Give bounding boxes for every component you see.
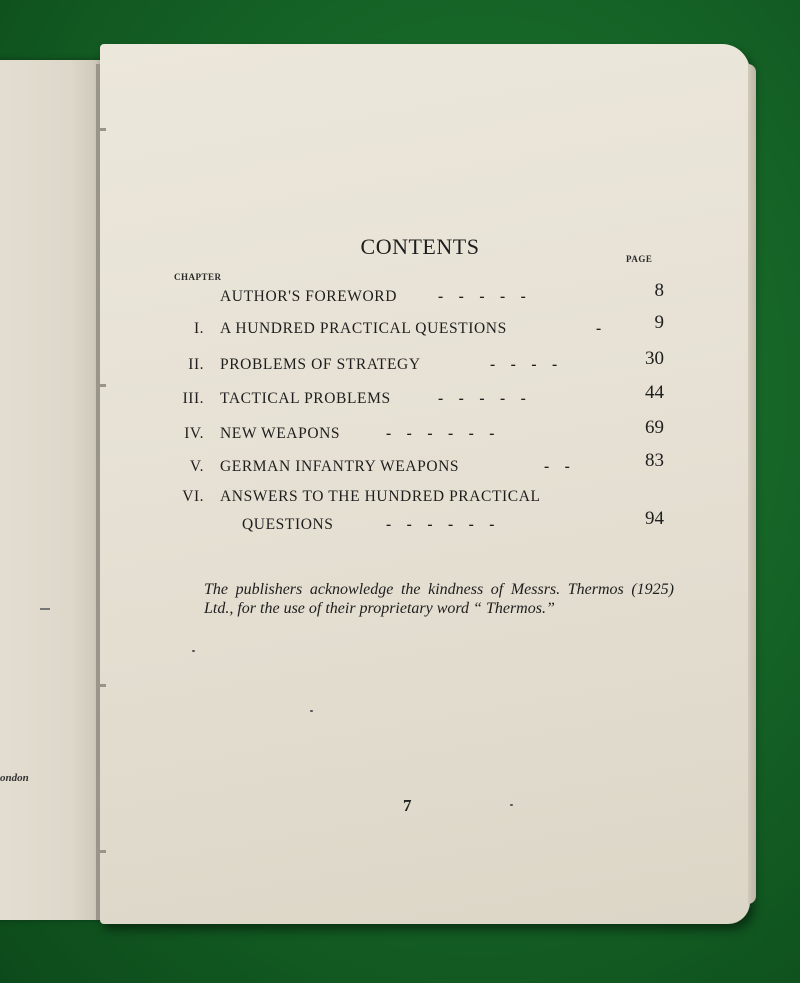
toc-entry-leader: - - - - - bbox=[438, 288, 526, 305]
toc-entry-title-line2: QUESTIONS bbox=[242, 516, 334, 533]
paper-speck bbox=[510, 804, 513, 806]
toc-entry-leader: - - - - - - bbox=[386, 425, 495, 442]
left-page bbox=[0, 60, 108, 920]
contents-page bbox=[100, 44, 750, 924]
toc-entry-page: 69 bbox=[645, 417, 664, 438]
binding-stitch bbox=[100, 384, 106, 387]
binding-stitch bbox=[100, 128, 106, 131]
page-label: PAGE bbox=[626, 254, 653, 264]
toc-entry-number: VI. bbox=[182, 488, 204, 505]
toc-entry-page: 9 bbox=[654, 312, 664, 333]
toc-entry-page: 94 bbox=[645, 508, 664, 529]
toc-entry-number: V. bbox=[189, 458, 204, 475]
left-page-fragment: ondon bbox=[0, 772, 29, 784]
toc-entry-continued bbox=[100, 508, 750, 544]
toc-entry bbox=[100, 417, 750, 453]
toc-entry bbox=[100, 312, 750, 348]
contents-title: CONTENTS bbox=[360, 234, 480, 259]
toc-entry-title: AUTHOR'S FOREWORD bbox=[220, 288, 398, 305]
toc-entry-number: III. bbox=[182, 390, 204, 407]
toc-entry-page: 83 bbox=[645, 450, 664, 471]
toc-entry-leader: - - - - - - bbox=[386, 516, 495, 533]
toc-entry-number: II. bbox=[188, 356, 204, 373]
toc-entry bbox=[100, 450, 750, 486]
toc-entry bbox=[100, 280, 750, 316]
toc-entry-page: 44 bbox=[645, 382, 664, 403]
paper-speck bbox=[310, 710, 313, 712]
toc-entry-leader: - - bbox=[544, 458, 570, 475]
toc-entry bbox=[100, 348, 750, 384]
binding-stitch bbox=[100, 850, 106, 853]
binding-stitch bbox=[100, 684, 106, 687]
toc-entry-page: 8 bbox=[654, 280, 664, 301]
chapter-label: CHAPTER bbox=[174, 272, 222, 282]
toc-entry-leader: - - - - bbox=[490, 356, 558, 373]
toc-entry-title: PROBLEMS OF STRATEGY bbox=[220, 356, 421, 373]
toc-entry-title: NEW WEAPONS bbox=[220, 425, 341, 442]
page-number: 7 bbox=[403, 796, 412, 815]
toc-entry-leader: - - - - - bbox=[438, 390, 526, 407]
paper-speck bbox=[192, 650, 195, 652]
toc-entry-number: I. bbox=[193, 320, 204, 337]
toc-entry-title: GERMAN INFANTRY WEAPONS bbox=[220, 458, 460, 475]
toc-entry-title: A HUNDRED PRACTICAL QUESTIONS bbox=[220, 320, 507, 337]
toc-entry bbox=[100, 382, 750, 418]
toc-entry-title: ANSWERS TO THE HUNDRED PRACTICAL bbox=[220, 488, 541, 505]
toc-entry-title: TACTICAL PROBLEMS bbox=[220, 390, 391, 407]
left-page-mark bbox=[40, 608, 50, 610]
toc-entry-page: 30 bbox=[645, 348, 664, 369]
toc-entry-number: IV. bbox=[184, 425, 204, 442]
toc-entry-leader: - bbox=[596, 320, 602, 337]
publisher-note: The publishers acknowledge the kindness of Messrs. Thermos (1925) Ltd., for the use of their proprietary word “ Thermos.” bbox=[204, 581, 674, 617]
